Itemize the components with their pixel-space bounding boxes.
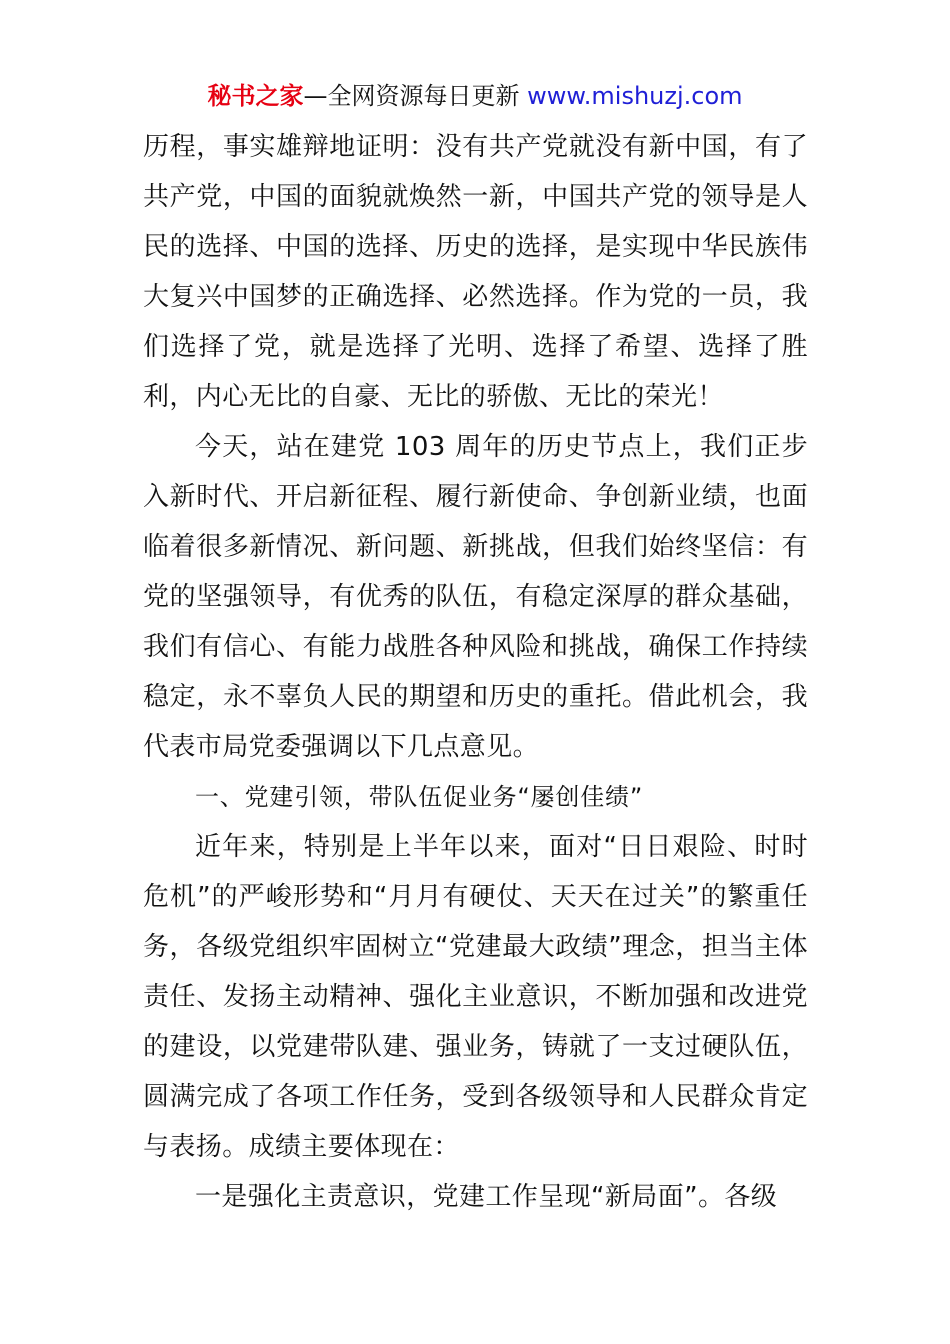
- site-brand: 秘书之家: [207, 82, 304, 110]
- site-tagline: —全网资源每日更新: [303, 82, 528, 110]
- site-header: [0, 80, 950, 112]
- paragraph-point-one: 一是强化主责意识，党建工作呈现“新局面”。各级: [195, 1182, 778, 1212]
- section-heading-1: 一、党建引领，带队伍促业务“屡创佳绩”: [195, 783, 644, 811]
- site-url-link[interactable]: www.mishuzj.com: [527, 82, 743, 110]
- paragraph-today: 今天，站在建党 103 周年的历史节点上，我们正步入新时代、开启新征程、履行新使命、争创新业绩，也面临着很多新情况、新问题、新挑战，但我们始终坚信：有党的坚强领导，有优秀的队伍，有稳定深厚的群众基础，我们有信心、有能力战胜各种风险和挑战，确保工作持续稳定，永不辜负人民的期望和历史的重托。借此机会，我代表市局党委强调以下几点意见。: [143, 432, 808, 762]
- paragraph-history: 历程，事实雄辩地证明：没有共产党就没有新中国，有了共产党，中国的面貌就焕然一新，中国共产党的领导是人民的选择、中国的选择、历史的选择，是实现中华民族伟大复兴中国梦的正确选择、必然选择。作为党的一员，我们选择了党，就是选择了光明、选择了希望、选择了胜利，内心无比的自豪、无比的骄傲、无比的荣光！: [143, 132, 808, 412]
- paragraph-recent-years: 近年来，特别是上半年以来，面对“日日艰险、时时危机”的严峻形势和“月月有硬仗、天天在过关”的繁重任务，各级党组织牢固树立“党建最大政绩”理念，担当主体责任、发扬主动精神、强化主业意识，不断加强和改进党的建设，以党建带队建、强业务，铸就了一支过硬队伍，圆满完成了各项工作任务，受到各级领导和人民群众肯定与表扬。成绩主要体现在：: [143, 832, 808, 1162]
- document-body: [143, 122, 808, 1222]
